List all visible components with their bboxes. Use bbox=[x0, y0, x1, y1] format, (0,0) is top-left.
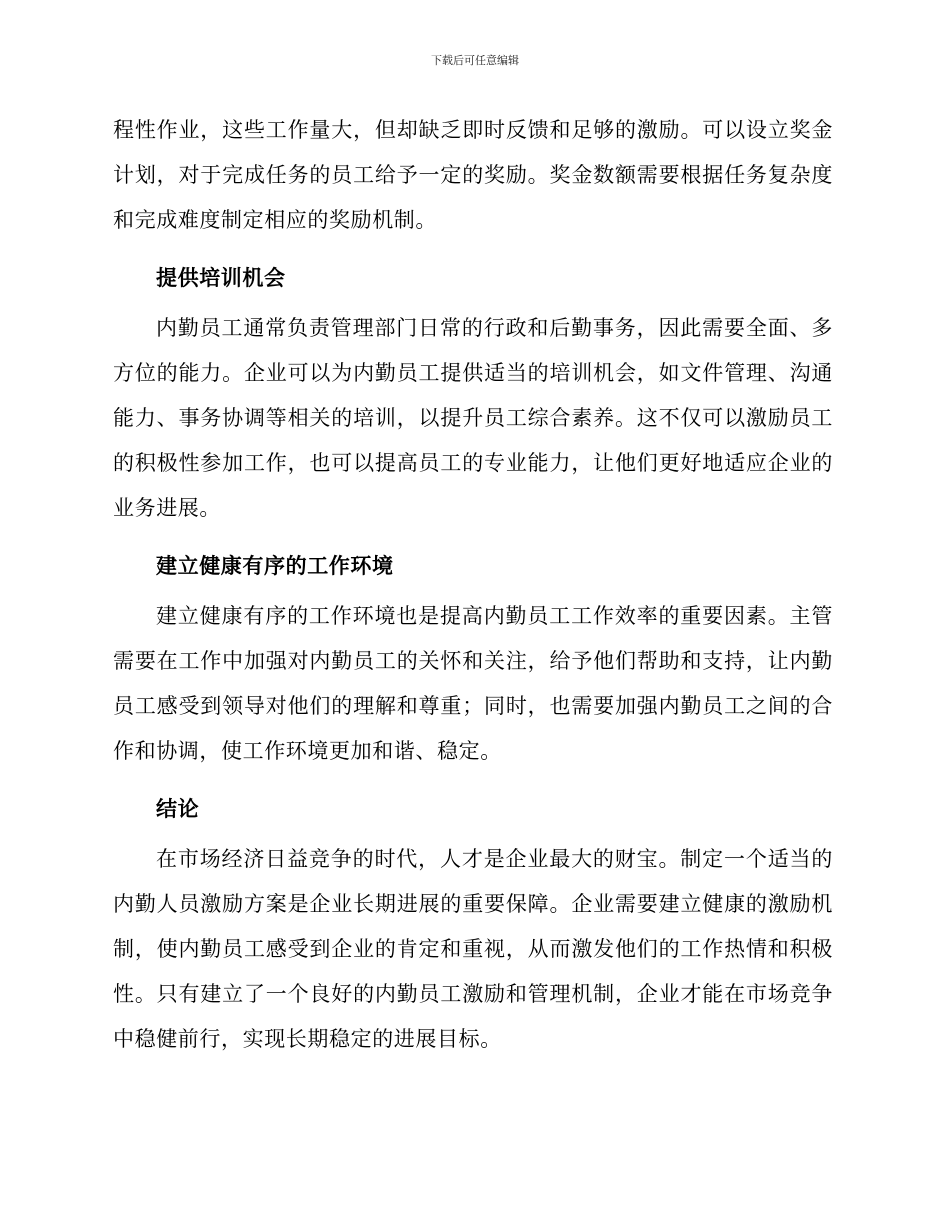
intro-paragraph: 程性作业，这些工作量大，但却缺乏即时反馈和足够的激励。可以设立奖金计划，对于完成任务的员工给予一定的奖励。奖金数额需要根据任务复杂度和完成难度制定相应的奖励机制。 bbox=[113, 118, 833, 232]
page-header: 下载后可任意编辑 bbox=[431, 54, 519, 67]
section-body-training: 内勤员工通常负责管理部门日常的行政和后勤事务，因此需要全面、多方位的能力。企业可以为内勤员工提供适当的培训机会，如文件管理、沟通能力、事务协调等相关的培训，以提升员工综合素养。这不仅可以激励员工的积极性参加工作，也可以提高员工的专业能力，让他们更好地适应企业的业务进展。 bbox=[113, 316, 833, 520]
section-heading-environment: 建立健康有序的工作环境 bbox=[156, 554, 394, 578]
section-body-environment: 建立健康有序的工作环境也是提高内勤员工工作效率的重要因素。主管需要在工作中加强对内勤员工的关怀和关注，给予他们帮助和支持，让内勤员工感受到领导对他们的理解和尊重；同时，也需要加强内勤员工之间的合作和协调，使工作环境更加和谐、稳定。 bbox=[113, 604, 833, 763]
section-heading-training: 提供培训机会 bbox=[156, 266, 286, 290]
section-heading-conclusion: 结论 bbox=[156, 797, 200, 821]
section-body-conclusion: 在市场经济日益竞争的时代，人才是企业最大的财宝。制定一个适当的内勤人员激励方案是企业长期进展的重要保障。企业需要建立健康的激励机制，使内勤员工感受到企业的肯定和重视，从而激发他们的工作热情和积极性。只有建立了一个良好的内勤员工激励和管理机制，企业才能在市场竞争中稳健前行，实现长期稳定的进展目标。 bbox=[113, 847, 833, 1051]
document-body bbox=[113, 108, 833, 1062]
